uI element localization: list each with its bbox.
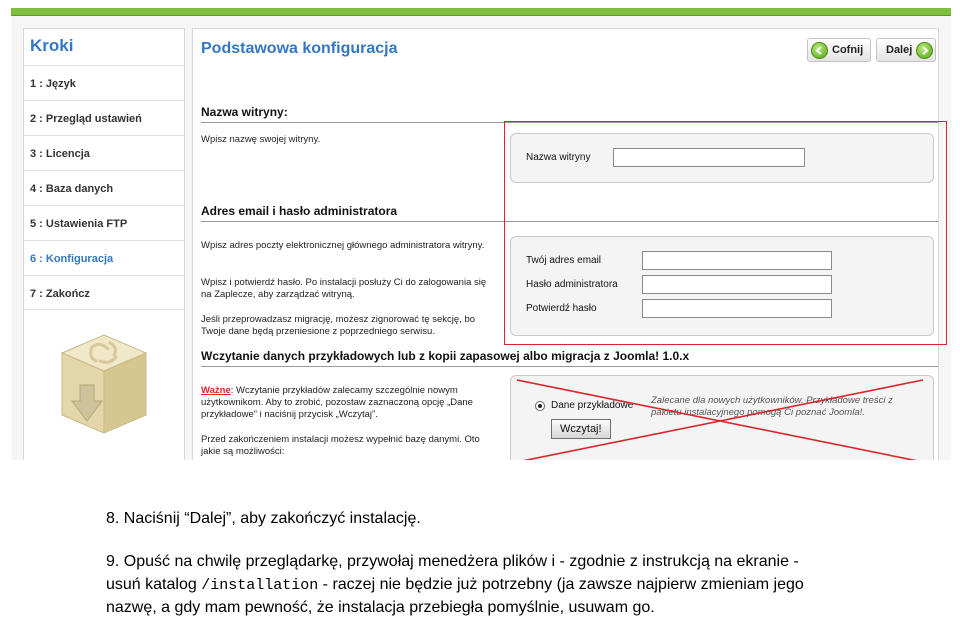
- instruction-step-9-line-2: [106, 573, 804, 597]
- step-language[interactable]: 1 : Język: [24, 65, 184, 100]
- step-license[interactable]: 3 : Licencja: [24, 135, 184, 170]
- email-label: Twój adres email: [526, 255, 602, 266]
- next-button[interactable]: [876, 38, 936, 62]
- sample-data-note: Zalecane dla nowych użytkowników. Przykładowe treści z pakietu instalacyjnego pomogą Ci poznać Joomla!.: [651, 395, 893, 418]
- install-box-icon: [54, 329, 154, 439]
- load-sample-button[interactable]: Wczytaj!: [551, 419, 611, 439]
- installation-path: /installation: [201, 577, 319, 594]
- cross-out-mark: [511, 376, 934, 460]
- step-database[interactable]: 4 : Baza danych: [24, 170, 184, 205]
- back-button-label: Cofnij: [832, 44, 864, 56]
- admin-description-password: Wpisz i potwierdź hasło. Po instalacji posłuży Ci do zalogowania się na Zaplecze, aby zarządzać witryną.: [201, 277, 487, 300]
- top-bar: [11, 8, 951, 16]
- password-label: Hasło administratora: [526, 279, 618, 290]
- admin-description-migration: Jeśli przeprowadzasz migrację, możesz zignorować tę sekcję, bo Twoje dane będą przeniesione z poprzedniego serwisu.: [201, 314, 476, 337]
- site-name-description: Wpisz nazwę swojej witryny.: [201, 134, 321, 145]
- important-label: Ważne: [201, 385, 231, 396]
- site-name-label: Nazwa witryny: [526, 152, 591, 163]
- page-title: Podstawowa konfiguracja: [201, 40, 398, 57]
- sidebar-title: Kroki: [30, 36, 74, 55]
- admin-description-email: Wpisz adres poczty elektronicznej głównego administratora witryny.: [201, 240, 485, 251]
- arrow-right-icon: [916, 42, 933, 59]
- divider: [201, 366, 938, 367]
- instruction-step-9-line-3: nazwę, a gdy mam pewność, że instalacja przebiegła pomyślnie, usuwam go.: [106, 599, 655, 616]
- sample-data-heading: Wczytanie danych przykładowych lub z kopii zapasowej albo migracja z Joomla! 1.0.x: [201, 349, 690, 363]
- step-ftp-settings[interactable]: 5 : Ustawienia FTP: [24, 205, 184, 240]
- doc-text: usuń katalog: [106, 576, 202, 593]
- highlight-frame: [504, 121, 947, 345]
- confirm-password-label: Potwierdź hasło: [526, 303, 597, 314]
- back-button[interactable]: [807, 38, 871, 62]
- site-name-heading: Nazwa witryny:: [201, 105, 288, 119]
- next-button-label: Dalej: [886, 44, 913, 56]
- step-finish[interactable]: 7 : Zakończ: [24, 275, 184, 310]
- important-text: : Wczytanie przykładów zalecamy szczególnie nowym użytkownikom. Aby to zrobić, pozostaw zaznaczoną opcję „Dane przykładowe” i naciśnij przycisk „Wczytaj”.: [201, 385, 473, 420]
- sample-important-note: [201, 385, 487, 421]
- installer-screenshot: [11, 8, 951, 460]
- sample-data-radio-label: Dane przykładowe: [551, 400, 634, 411]
- instruction-step-9-line-1: 9. Opuść na chwilę przeglądarkę, przywołaj menedżera plików i - zgodnie z instrukcją na ekranie -: [106, 553, 799, 570]
- sample-description: Przed zakończeniem instalacji możesz wypełnić bazę danymi. Oto jakie są możliwości:: [201, 434, 480, 457]
- admin-heading: Adres email i hasło administratora: [201, 204, 398, 218]
- steps-sidebar: [23, 28, 185, 460]
- step-settings-review[interactable]: 2 : Przegląd ustawień: [24, 100, 184, 135]
- main-panel: [192, 28, 939, 460]
- instruction-step-8: 8. Naciśnij “Dalej”, aby zakończyć instalację.: [106, 510, 421, 527]
- arrow-left-icon: [811, 42, 828, 59]
- doc-text: - raczej nie będzie już potrzebny (ja zawsze najpierw zmieniam jego: [318, 576, 804, 593]
- step-configuration[interactable]: 6 : Konfiguracja: [24, 240, 184, 275]
- sample-data-box: [510, 375, 934, 460]
